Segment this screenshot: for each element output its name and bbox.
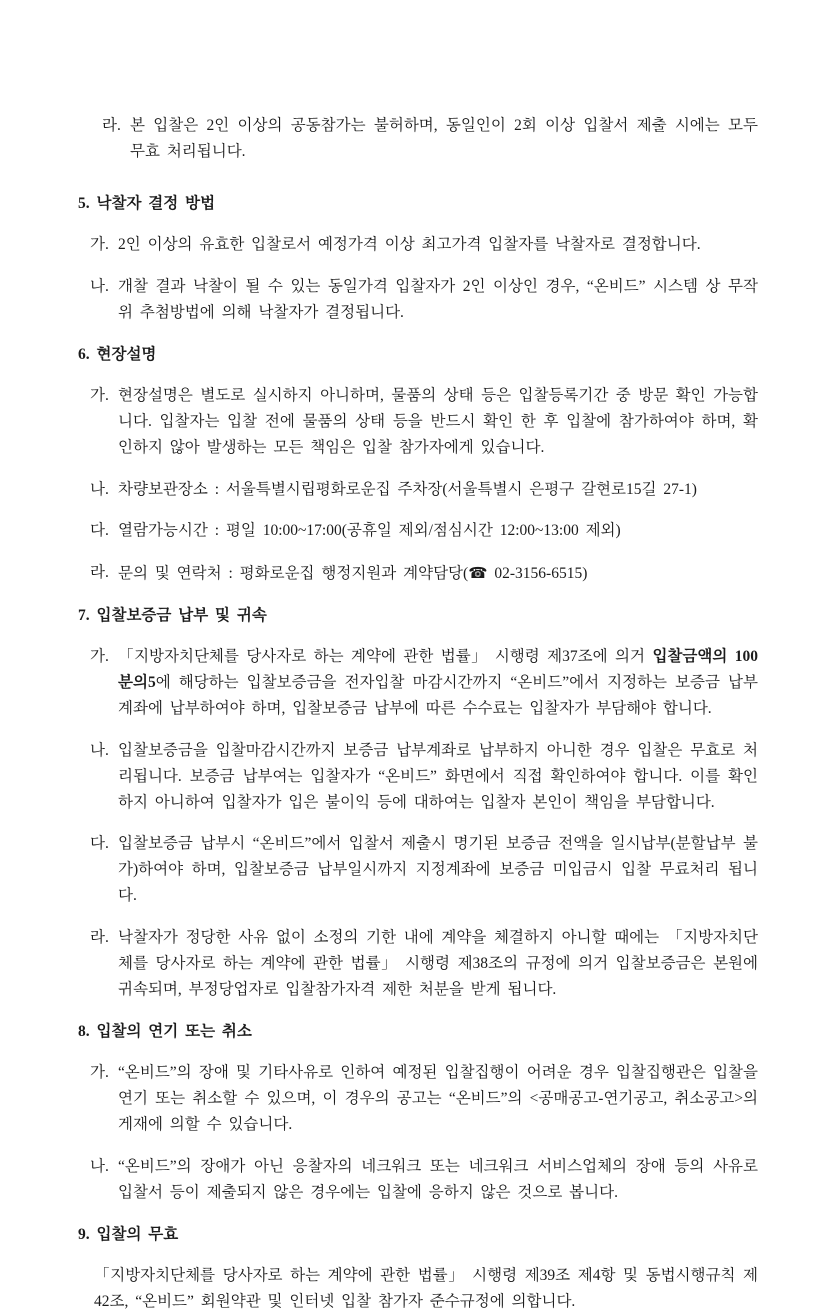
phone-icon: ☎ bbox=[468, 564, 487, 582]
item-text: 에 해당하는 입찰보증금을 전자입찰 마감시간까지 “온비드”에서 지정하는 보증금 납부계좌에 납부하여야 하며, 입찰보증금 납부에 따른 수수료는 입찰자가 부담해야 합니다. bbox=[118, 674, 758, 717]
section-6-item-ga bbox=[78, 383, 758, 461]
item-text: 열람가능시간 : 평일 10:00~17:00(공휴일 제외/점심시간 12:00~13:00 제외) bbox=[118, 522, 621, 539]
item-text: 「지방자치단체를 당사자로 하는 계약에 관한 법률」 시행령 제37조에 의거 bbox=[118, 648, 652, 665]
intro-item-ra bbox=[78, 113, 758, 165]
item-text: 입찰보증금 납부시 “온비드”에서 입찰서 제출시 명기된 보증금 전액을 일시납부(분할납부 불가)하여야 하며, 입찰보증금 납부일시까지 지정계좌에 보증금 미입금시 입찰 무료처리 됩니다. bbox=[118, 835, 758, 904]
item-text: 개찰 결과 낙찰이 될 수 있는 동일가격 입찰자가 2인 이상인 경우, “온비드” 시스템 상 무작위 추첨방법에 의해 낙찰자가 결정됩니다. bbox=[118, 278, 758, 321]
item-text: “온비드”의 장애가 아닌 응찰자의 네크워크 또는 네크워크 서비스업체의 장애 등의 사유로 입찰서 등이 제출되지 않은 경우에는 입찰에 응하지 않은 것으로 봅니다. bbox=[118, 1158, 758, 1201]
section-5-item-ga bbox=[78, 232, 758, 258]
section-6-item-da bbox=[78, 518, 758, 544]
item-text: 현장설명은 별도로 실시하지 아니하며, 물품의 상태 등은 입찰등록기간 중 방문 확인 가능합니다. 입찰자는 입찰 전에 물품의 상태 등을 반드시 확인 한 후 입찰에 참가하여야 하며, 확인하지 않아 발생하는 모든 책임은 입찰 참가자에게 있습니다. bbox=[118, 387, 758, 456]
item-label: 다. bbox=[90, 518, 109, 544]
item-text: 낙찰자가 정당한 사유 없이 소정의 기한 내에 계약을 체결하지 아니할 때에는 「지방자치단체를 당사자로 하는 계약에 관한 법률」 시행령 제38조의 규정에 의거 입찰보증금은 본원에 귀속되며, 부정당업자로 입찰참가자격 제한 처분을 받게 됩니다. bbox=[118, 929, 758, 998]
section-9-body: 「지방자치단체를 당사자로 하는 계약에 관한 법률」 시행령 제39조 제4항 및 동법시행규칙 제42조, “온비드” 회원약관 및 인터넷 입찰 참가자 준수규정에 의합니다. bbox=[78, 1263, 758, 1315]
item-text: 02-3156-6515) bbox=[488, 565, 588, 582]
item-label: 다. bbox=[90, 831, 109, 857]
item-text: 입찰보증금을 입찰마감시간까지 보증금 납부계좌로 납부하지 아니한 경우 입찰은 무효로 처리됩니다. 보증금 납부여는 입찰자가 “온비드” 화면에서 직접 확인하여야 합니다. 이를 확인하지 아니하여 입찰자가 입은 불이익 등에 대하여는 입찰자 본인이 책임을 부담합니다. bbox=[118, 742, 758, 811]
section-8-title: 8. 입찰의 연기 또는 취소 bbox=[78, 1019, 758, 1045]
item-text-bold: 입찰금액의 100분의5 bbox=[118, 648, 758, 691]
item-label: 라. bbox=[90, 925, 109, 951]
item-label: 가. bbox=[90, 232, 109, 258]
section-8-item-na bbox=[78, 1154, 758, 1206]
section-8-item-ga bbox=[78, 1060, 758, 1138]
section-5-title: 5. 낙찰자 결정 방법 bbox=[78, 191, 758, 217]
item-text: “온비드”의 장애 및 기타사유로 인하여 예정된 입찰집행이 어려운 경우 입찰집행관은 입찰을 연기 또는 취소할 수 있으며, 이 경우의 공고는 “온비드”의 <공매공고-연기공고, 취소공고>의 게재에 의할 수 있습니다. bbox=[118, 1064, 758, 1133]
section-7-item-ra bbox=[78, 925, 758, 1003]
item-label: 나. bbox=[90, 1154, 109, 1180]
item-label: 라. bbox=[90, 560, 109, 586]
section-5-item-na bbox=[78, 274, 758, 326]
item-label: 가. bbox=[90, 1060, 109, 1086]
section-7-item-na bbox=[78, 738, 758, 816]
section-5 bbox=[78, 191, 758, 326]
section-9-title: 9. 입찰의 무효 bbox=[78, 1222, 758, 1248]
section-6 bbox=[78, 342, 758, 587]
item-label: 나. bbox=[90, 477, 109, 503]
item-text: 문의 및 연락처 : 평화로운집 행정지원과 계약담당( bbox=[118, 565, 468, 582]
item-label: 나. bbox=[90, 274, 109, 300]
section-9 bbox=[78, 1222, 758, 1315]
section-6-item-ra bbox=[78, 560, 758, 587]
item-label: 라. bbox=[102, 113, 121, 139]
section-7-title: 7. 입찰보증금 납부 및 귀속 bbox=[78, 603, 758, 629]
section-8 bbox=[78, 1019, 758, 1206]
item-label: 가. bbox=[90, 644, 109, 670]
section-7-item-ga bbox=[78, 644, 758, 722]
item-text: 본 입찰은 2인 이상의 공동참가는 불허하며, 동일인이 2회 이상 입찰서 제출 시에는 모두 무효 처리됩니다. bbox=[130, 117, 758, 160]
item-label: 나. bbox=[90, 738, 109, 764]
item-label: 가. bbox=[90, 383, 109, 409]
item-text: 차량보관장소 : 서울특별시립평화로운집 주차장(서울특별시 은평구 갈현로15길 27-1) bbox=[118, 481, 697, 498]
section-6-item-na bbox=[78, 477, 758, 503]
section-7 bbox=[78, 603, 758, 1003]
section-7-item-da bbox=[78, 831, 758, 909]
item-text: 2인 이상의 유효한 입찰로서 예정가격 이상 최고가격 입찰자를 낙찰자로 결정합니다. bbox=[118, 236, 701, 253]
section-6-title: 6. 현장설명 bbox=[78, 342, 758, 368]
